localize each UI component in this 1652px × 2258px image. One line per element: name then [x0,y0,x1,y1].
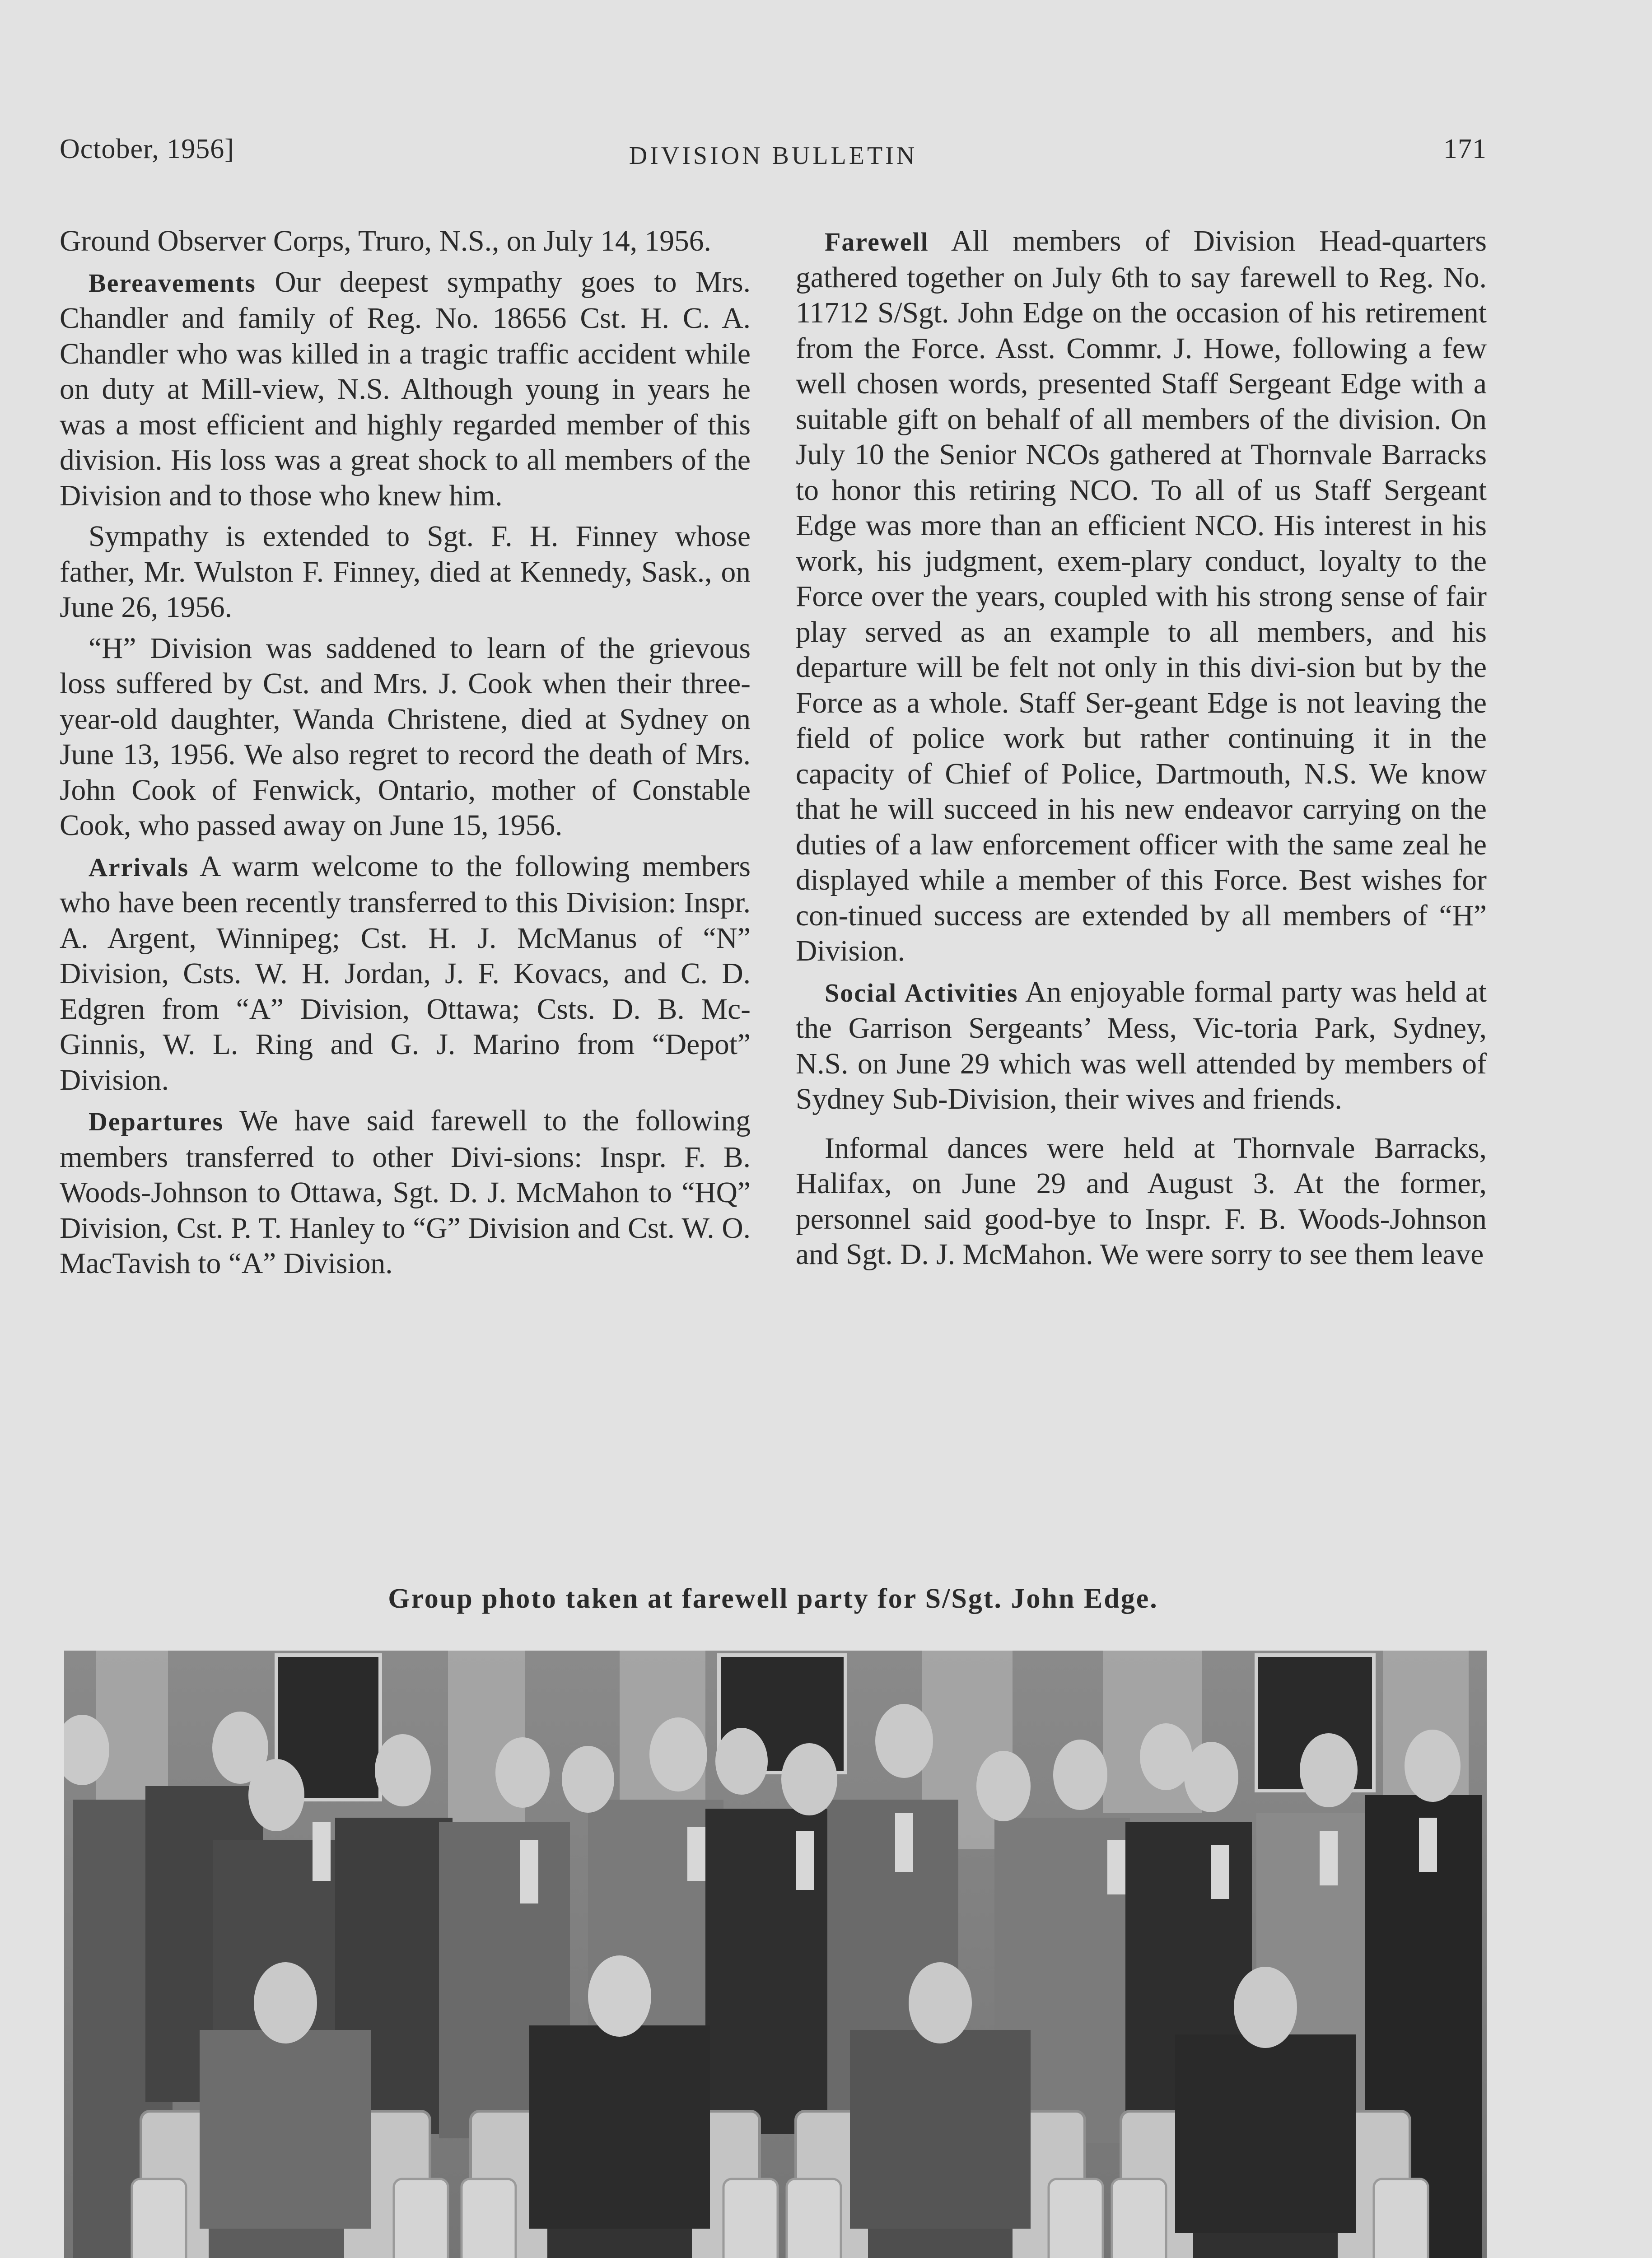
social-paragraph [796,975,1487,1117]
right-column [796,224,1487,1278]
bereavements-text: Our deepest sympathy goes to Mrs. Chandler and family of Reg. No. 18656 Cst. H. C. A. Chandler who was killed in a tragic traffic accident while on duty at Mill-view, N.S. Although young in years he was a most efficient and highly regarded member of this division. His loss was a great shock to all members of the Division and to those who knew him. [60,266,751,512]
arrivals-text: A warm welcome to the following members who have been recently transferred to this Division: Inspr. A. Argent, Winnipeg; Cst. H. J. McManus of “N” Division, Csts. W. H. Jordan, J. F. Kovacs, and C. D. Edgren from “A” Division, Ottawa; Csts. D. B. Mc-Ginnis, W. L. Ring and G. J. Marino from “Depot” Division. [60,850,751,1096]
photo-caption: Group photo taken at farewell party for S/Sgt. John Edge. [388,1583,1158,1614]
farewell-paragraph [796,224,1487,969]
farewell-heading: Farewell [825,227,929,257]
farewell-text: All members of Division Head-quarters gathered together on July 6th to say farewell to Reg. No. 11712 S/Sgt. John Edge on the occasion of his retirement from the Force. Asst. Commr. J. Howe, following a few well chosen words, presented Staff Sergeant Edge with a suitable gift on behalf of all members of the division. On July 10 the Senior NCOs gathered at Thornvale Barracks to honor this retiring NCO. To all of us Staff Sergeant Edge was more than an efficient NCO. His interest in his work, his judgment, exem-plary conduct, loyalty to the Force over the years, coupled with his strong sense of fair play served as an example to all members, and his departure will be felt not only in this divi-sion but by the Force as a whole. Staff Ser-geant Edge is not leaving the field of police work but rather continuing it in the capacity of Chief of Police, Dartmouth, N.S. We know that he will succeed in his new endeavor carrying on the duties of a law enforcement officer with the same zeal he displayed while a member of this Force. Best wishes for con-tinued success are extended by all members of “H” Division. [796,225,1487,967]
paragraph-continued: Ground Observer Corps, Truro, N.S., on July 14, 1956. [60,225,711,257]
bereavements-paragraph [60,265,751,514]
dances-paragraph: Informal dances were held at Thornvale Barracks, Halifax, on June 29 and August 3. At the former, personnel said good-bye to Inspr. F. B. Woods-Johnson and Sgt. D. J. McMahon. We were sorry to see them leave [796,1132,1487,1271]
page-number: 171 [1443,134,1487,164]
sympathy-paragraph: Sympathy is extended to Sgt. F. H. Finney whose father, Mr. Wulston F. Finney, died at Kennedy, Sask., on June 26, 1956. [60,520,751,624]
arrivals-heading: Arrivals [89,852,189,882]
social-heading: Social Activities [825,978,1018,1008]
group-photo [64,1651,1487,2258]
departures-heading: Departures [89,1107,224,1136]
departures-paragraph [60,1103,751,1282]
header-date: October, 1956] [60,134,234,164]
header-title: DIVISION BULLETIN [629,142,918,170]
departures-text: We have said farewell to the following members transferred to other Divi-sions: Inspr. F. B. Woods-Johnson to Ottawa, Sgt. D. J. McMahon to “HQ” Division, Cst. P. T. Hanley to “G” Division and Cst. W. O. MacTavish to “A” Division. [60,1105,751,1280]
left-column [60,224,751,1287]
bereavements-heading: Bereavements [89,268,256,298]
page-header [60,133,1487,178]
group-photo-illustration [64,1651,1487,2258]
saddened-paragraph: “H” Division was saddened to learn of the grievous loss suffered by Cst. and Mrs. J. Cook when their three-year-old daughter, Wanda Christene, died at Sydney on June 13, 1956. We also regret to record the death of Mrs. John Cook of Fenwick, Ontario, mother of Constable Cook, who passed away on June 15, 1956. [60,632,751,842]
arrivals-paragraph [60,849,751,1098]
social-text: An enjoyable formal party was held at the Garrison Sergeants’ Mess, Vic-toria Park, Sydney, N.S. on June 29 which was well attended by members of Sydney Sub-Division, their wives and friends. [796,975,1487,1115]
